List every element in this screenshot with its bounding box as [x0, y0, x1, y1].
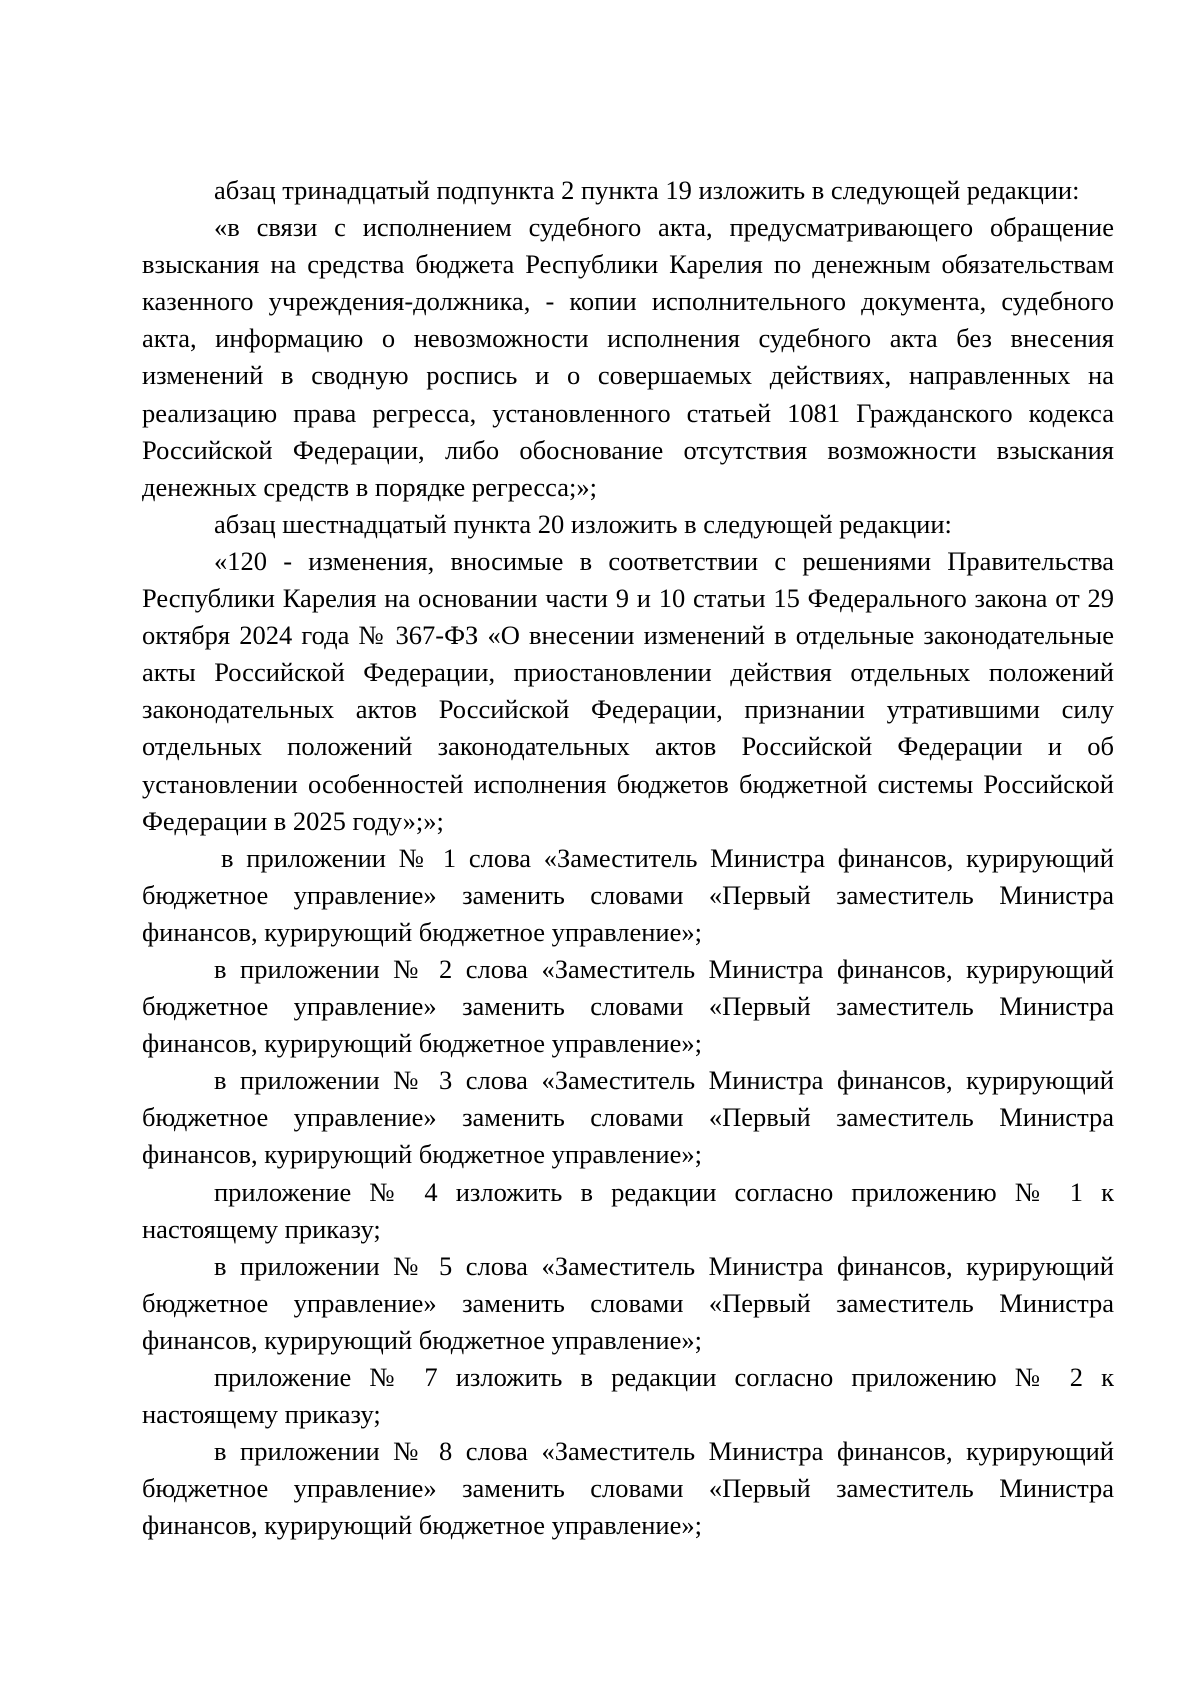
paragraph-6: в приложении № 2 слова «Заместитель Министра финансов, курирующий бюджетное управление» заменить словами «Первый заместитель Министра финансов, курирующий бюджетное управление»;	[142, 953, 1114, 1059]
paragraph-10: приложение № 7 изложить в редакции согласно приложению № 2 к настоящему приказу;	[142, 1362, 1114, 1430]
paragraph-5: в приложении № 1 слова «Заместитель Министра финансов, курирующий бюджетное управление» заменить словами «Первый заместитель Министра финансов, курирующий бюджетное управление»;	[142, 842, 1114, 947]
paragraph-8: приложение № 4 изложить в редакции согласно приложению № 1 к настоящему приказу;	[142, 1176, 1114, 1244]
paragraph-2: «в связи с исполнением судебного акта, предусматривающего обращение взыскания на средства бюджета Республики Карелия по денежным обязательствам казенного учреждения-должника, - копии исполнительного документа, судебного акта, информацию о невозможности исполнения судебного акта без внесения изменений в сводную роспись и о совершаемых действиях, направленных на реализацию права регресса, установленного статьей 1081 Гражданского кодекса Российской Федерации, либо обоснование отсутствия возможности взыскания денежных средств в порядке регресса;»;	[142, 212, 1114, 502]
paragraph-3: абзац шестнадцатый пункта 20 изложить в следующей редакции:	[214, 508, 952, 539]
paragraph-9: в приложении № 5 слова «Заместитель Министра финансов, курирующий бюджетное управление» заменить словами «Первый заместитель Министра финансов, курирующий бюджетное управление»;	[142, 1250, 1114, 1355]
paragraph-4: «120 - изменения, вносимые в соответствии с решениями Правительства Республики Карелия на основании части 9 и 10 статьи 15 Федерального закона от 29 октября 2024 года № 367-ФЗ «О внесении изменений в отдельные законодательные акты Российской Федерации, приостановлении действия отдельных положений законодательных актов Российской Федерации, признании утратившими силу отдельных положений законодательных актов Российской Федерации и об установлении особенностей исполнения бюджетов бюджетной системы Российской Федерации в 2025 году»;»;	[142, 545, 1114, 836]
paragraph-11: в приложении № 8 слова «Заместитель Министра финансов, курирующий бюджетное управление» заменить словами «Первый заместитель Министра финансов, курирующий бюджетное управление»;	[142, 1436, 1114, 1541]
paragraph-7: в приложении № 3 слова «Заместитель Министра финансов, курирующий бюджетное управление» заменить словами «Первый заместитель Министра финансов, курирующий бюджетное управление»;	[142, 1065, 1114, 1170]
paragraph-1: абзац тринадцатый подпункта 2 пункта 19 изложить в следующей редакции:	[214, 175, 1080, 205]
document-body	[142, 172, 1114, 1544]
